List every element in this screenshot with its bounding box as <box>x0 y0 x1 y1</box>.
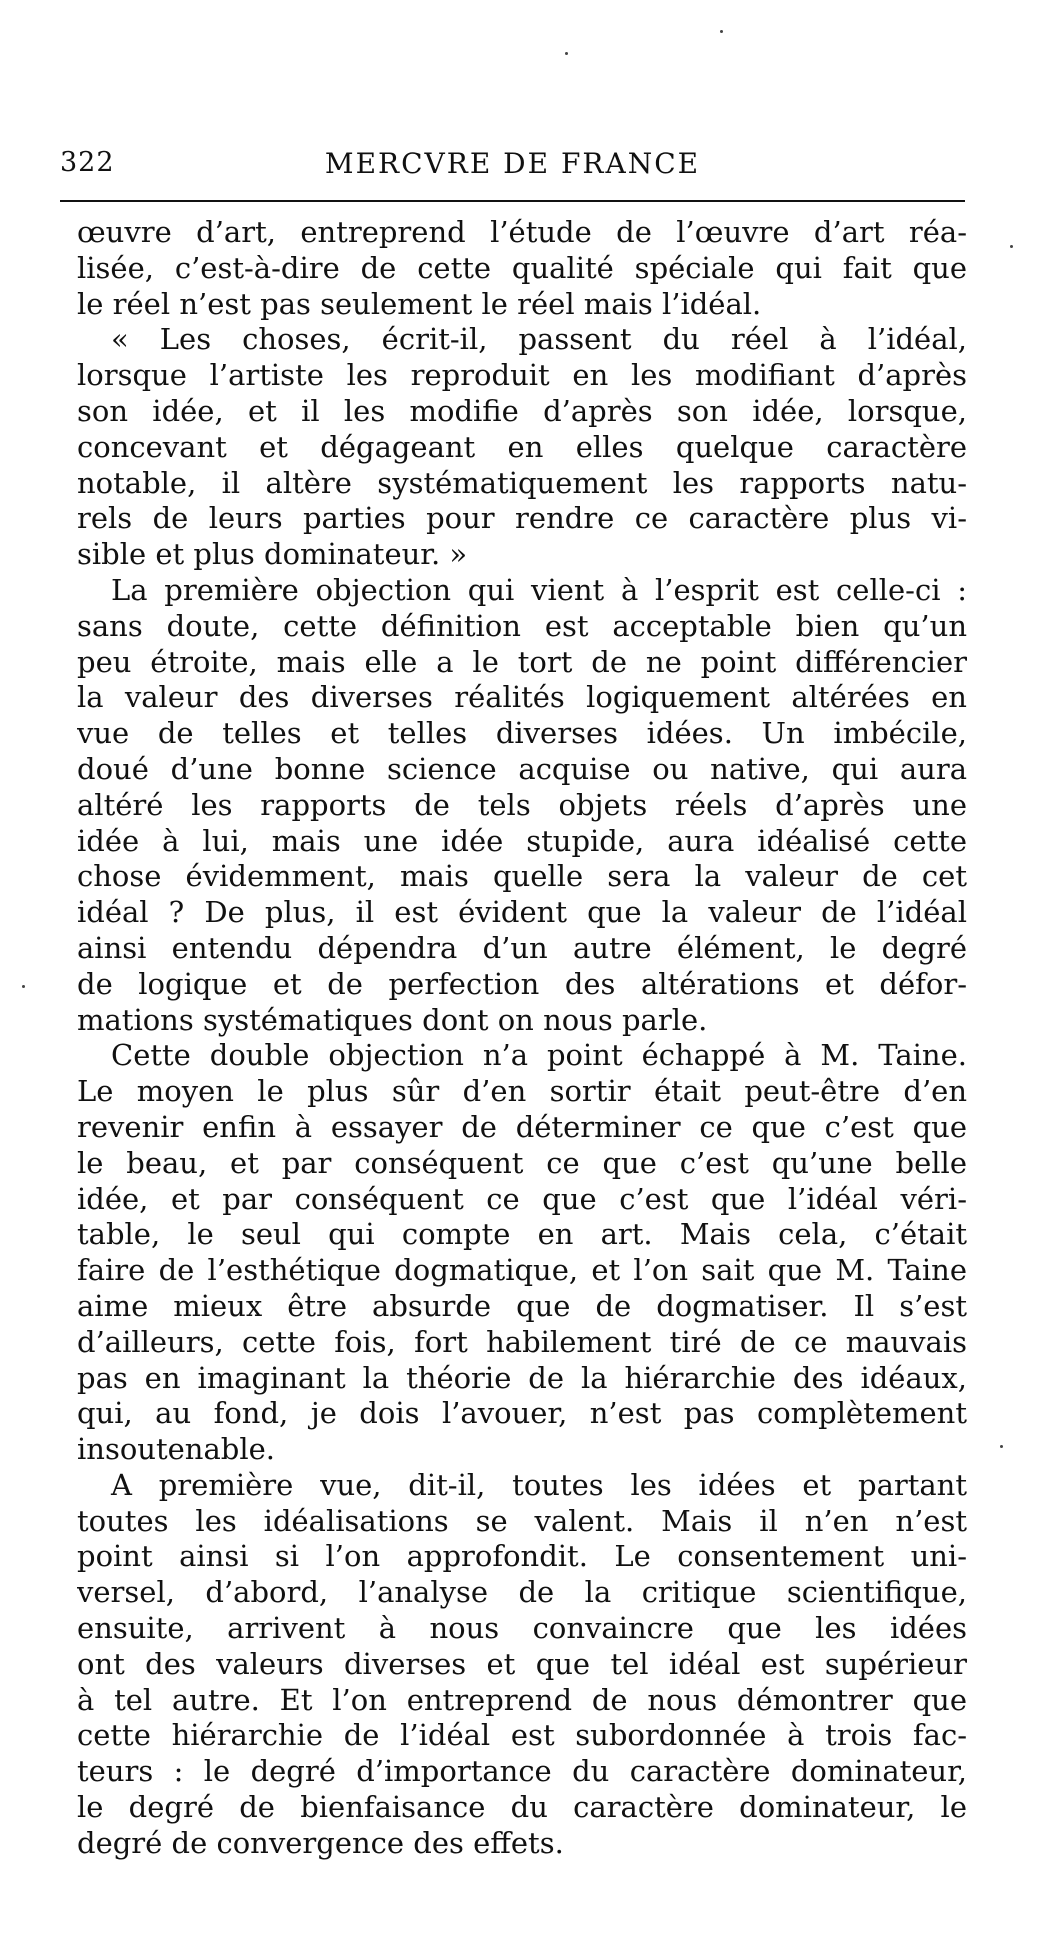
text-line: doué d’une bonne science acquise ou native, qui aura <box>77 751 967 786</box>
text-line: œuvre d’art, entreprend l’étude de l’œuvre d’art réa- <box>77 215 967 249</box>
text-line: sible et plus dominateur. » <box>77 537 468 572</box>
text-line: versel, d’abord, l’analyse de la critique scientifique, <box>77 1575 967 1610</box>
text-line: La première objection qui vient à l’esprit est celle-ci : <box>111 572 967 607</box>
text-line: la valeur des diverses réalités logiquement altérées en <box>77 680 967 715</box>
text-line: le réel n’est pas seulement le réel mais l’idéal. <box>77 286 762 321</box>
text-line: rels de leurs parties pour rendre ce caractère plus vi- <box>77 501 967 536</box>
text-line: ainsi entendu dépendra d’un autre élément, le degré <box>77 930 967 965</box>
page-number: 322 <box>60 147 115 178</box>
text-line: aime mieux être absurde que de dogmatiser. Il s’est <box>77 1288 967 1323</box>
text-line: idéal ? De plus, il est évident que la valeur de l’idéal <box>77 895 967 930</box>
text-line: table, le seul qui compte en art. Mais cela, c’était <box>77 1217 967 1252</box>
text-line: A première vue, dit-il, toutes les idées et partant <box>111 1467 967 1502</box>
scan-speck <box>1000 1445 1003 1448</box>
text-line: idée à lui, mais une idée stupide, aura idéalisé cette <box>77 823 967 858</box>
text-line: chose évidemment, mais quelle sera la valeur de cet <box>77 859 967 894</box>
text-line: insoutenable. <box>77 1432 275 1467</box>
text-line: sans doute, cette définition est acceptable bien qu’un <box>77 608 967 643</box>
text-line: son idée, et il les modifie d’après son idée, lorsque, <box>77 393 967 428</box>
text-line: point ainsi si l’on approfondit. Le consentement uni- <box>77 1539 967 1574</box>
text-line: Cette double objection n’a point échappé à M. Taine. <box>111 1038 967 1073</box>
body-text <box>77 215 967 1862</box>
header-rule <box>60 200 965 202</box>
scan-speck <box>1010 245 1013 248</box>
scan-speck <box>565 52 568 55</box>
text-line: peu étroite, mais elle a le tort de ne point différencier <box>77 644 967 679</box>
text-line: mations systématiques dont on nous parle. <box>77 1002 708 1037</box>
text-line: pas en imaginant la théorie de la hiérarchie des idéaux, <box>77 1360 967 1395</box>
text-line: degré de convergence des effets. <box>77 1825 564 1860</box>
text-line: notable, il altère systématiquement les rapports natu- <box>77 465 967 500</box>
scan-speck <box>22 985 25 988</box>
text-line: lisée, c’est-à-dire de cette qualité spéciale qui fait que <box>77 250 967 285</box>
text-line: le degré de bienfaisance du caractère dominateur, le <box>77 1790 967 1825</box>
text-line: faire de l’esthétique dogmatique, et l’on sait que M. Taine <box>77 1253 967 1288</box>
text-line: le beau, et par conséquent ce que c’est qu’une belle <box>77 1145 967 1180</box>
page-header <box>60 147 965 187</box>
text-line: « Les choses, écrit-il, passent du réel à l’idéal, <box>111 322 967 357</box>
text-line: altéré les rapports de tels objets réels d’après une <box>77 787 967 822</box>
text-line: revenir enfin à essayer de déterminer ce que c’est que <box>77 1109 967 1144</box>
text-line: à tel autre. Et l’on entreprend de nous démontrer que <box>77 1682 967 1717</box>
text-line: vue de telles et telles diverses idées. Un imbécile, <box>77 716 967 751</box>
text-line: qui, au fond, je dois l’avouer, n’est pas complètement <box>77 1396 967 1431</box>
text-line: de logique et de perfection des altérations et défor- <box>77 966 967 1001</box>
text-line: concevant et dégageant en elles quelque caractère <box>77 429 967 464</box>
text-line: Le moyen le plus sûr d’en sortir était peut-être d’en <box>77 1074 967 1109</box>
text-line: lorsque l’artiste les reproduit en les modifiant d’après <box>77 358 967 393</box>
text-line: teurs : le degré d’importance du caractère dominateur, <box>77 1754 967 1789</box>
text-line: ensuite, arrivent à nous convaincre que les idées <box>77 1611 967 1646</box>
text-line: idée, et par conséquent ce que c’est que l’idéal véri- <box>77 1181 967 1216</box>
text-line: d’ailleurs, cette fois, fort habilement tiré de ce mauvais <box>77 1324 967 1359</box>
text-line: cette hiérarchie de l’idéal est subordonnée à trois fac- <box>77 1718 967 1753</box>
text-line: toutes les idéalisations se valent. Mais il n’en n’est <box>77 1503 967 1538</box>
text-line: ont des valeurs diverses et que tel idéal est supérieur <box>77 1646 967 1681</box>
running-title: MERCVRE DE FRANCE <box>324 147 701 180</box>
scan-speck <box>720 30 723 33</box>
